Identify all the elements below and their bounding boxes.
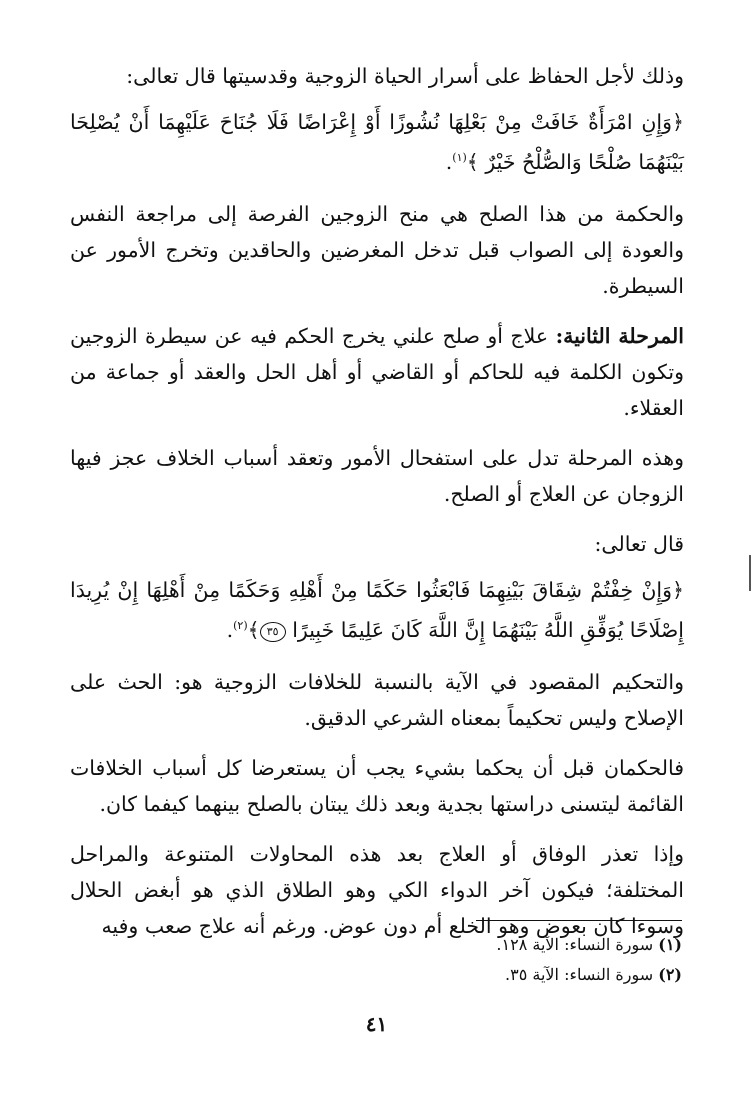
footnotes (420, 930, 682, 990)
section-heading: المرحلة الثانية: (555, 324, 684, 348)
footnote-text: سورة النساء: الآية ١٢٨. (496, 935, 654, 954)
ayah-number-mark: ٣٥ (260, 622, 286, 642)
footnote-item (420, 960, 682, 990)
paragraph-divorce: وإذا تعذر الوفاق أو العلاج بعد هذه المحاولات المتنوعة والمراحل المختلفة؛ فيكون آخر الدواء الكي وهو الطلاق الذي هو أبغض الحلال وسوءا كان بعوض وهو الخلع أم دون عوض. ورغم أنه علاج صعب وفيه (70, 842, 684, 938)
footnote-ref-1: (١) (452, 151, 467, 165)
quran-verse-2 (70, 570, 684, 650)
margin-mark (749, 555, 751, 591)
verse-open-bracket: ﴿ (671, 578, 684, 602)
footnote-text: سورة النساء: الآية ٣٥. (505, 965, 654, 984)
verse-text: وَإِنِ امْرَأَةٌ خَافَتْ مِنْ بَعْلِهَا نُشُوزًا أَوْ إِعْرَاضًا فَلَا جُنَاحَ عَلَيْهِمَا أَنْ يُصْلِحَا بَيْنَهُمَا صُلْحًا وَالصُّلْحُ خَيْرٌ (70, 110, 684, 174)
page-number: ٤١ (365, 1012, 388, 1036)
footnote-divider (476, 920, 682, 921)
verse-close-bracket: ﴾ (466, 150, 479, 174)
quran-verse-1 (70, 102, 684, 182)
paragraph-arbiters: فالحكمان قبل أن يحكما بشيء يجب أن يستعرضا كل أسباب الخلافات القائمة ليتسنى دراستها بجدية وبعد ذلك يبتان بالصلح بينهما كيفما كان. (70, 756, 684, 816)
stage-two-text: علاج أو صلح علني يخرج الحكم فيه عن سيطرة الزوجين وتكون الكلمة فيه للحاكم أو القاضي أو أهل الحل والعقد أو جماعة من العقلاء. (70, 324, 684, 420)
paragraph-stage-two (70, 318, 684, 426)
footnote-item (420, 930, 682, 960)
footnote-number: (١) (658, 935, 682, 954)
paragraph-wisdom: والحكمة من هذا الصلح هي منح الزوجين الفرصة إلى مراجعة النفس والعودة إلى الصواب قبل تدخل المغرضين والحاقدين وتخرج الأمور عن السيطرة. (70, 202, 684, 298)
verse-open-bracket: ﴿ (671, 110, 684, 134)
footnote-ref-2: (٢) (233, 619, 248, 633)
verse-close-bracket: ﴾ (247, 618, 260, 642)
paragraph-intro: وذلك لأجل الحفاظ على أسرار الحياة الزوجية وقدسيتها قال تعالى: (126, 64, 684, 88)
footnote-number: (٢) (658, 965, 682, 984)
paragraph-stage-meaning: وهذه المرحلة تدل على استفحال الأمور وتعقد أسباب الخلاف عجز فيها الزوجان عن العلاج أو الصلح. (70, 446, 684, 506)
page-body (70, 58, 684, 958)
verse-end-dot: . (445, 150, 453, 174)
paragraph-qala: قال تعالى: (594, 532, 684, 556)
verse-end-dot: . (226, 618, 234, 642)
paragraph-arbitration: والتحكيم المقصود في الآية بالنسبة للخلافات الزوجية هو: الحث على الإصلاح وليس تحكيماً بمعناه الشرعي الدقيق. (70, 670, 684, 730)
verse-text: وَإِنْ خِفْتُمْ شِقَاقَ بَيْنِهِمَا فَابْعَثُوا حَكَمًا مِنْ أَهْلِهِ وَحَكَمًا مِنْ أَهْلِهَا إِنْ يُرِيدَا إِصْلَاحًا يُوَفِّقِ اللَّهُ بَيْنَهُمَا إِنَّ اللَّهَ كَانَ عَلِيمًا خَبِيرًا (70, 578, 684, 642)
